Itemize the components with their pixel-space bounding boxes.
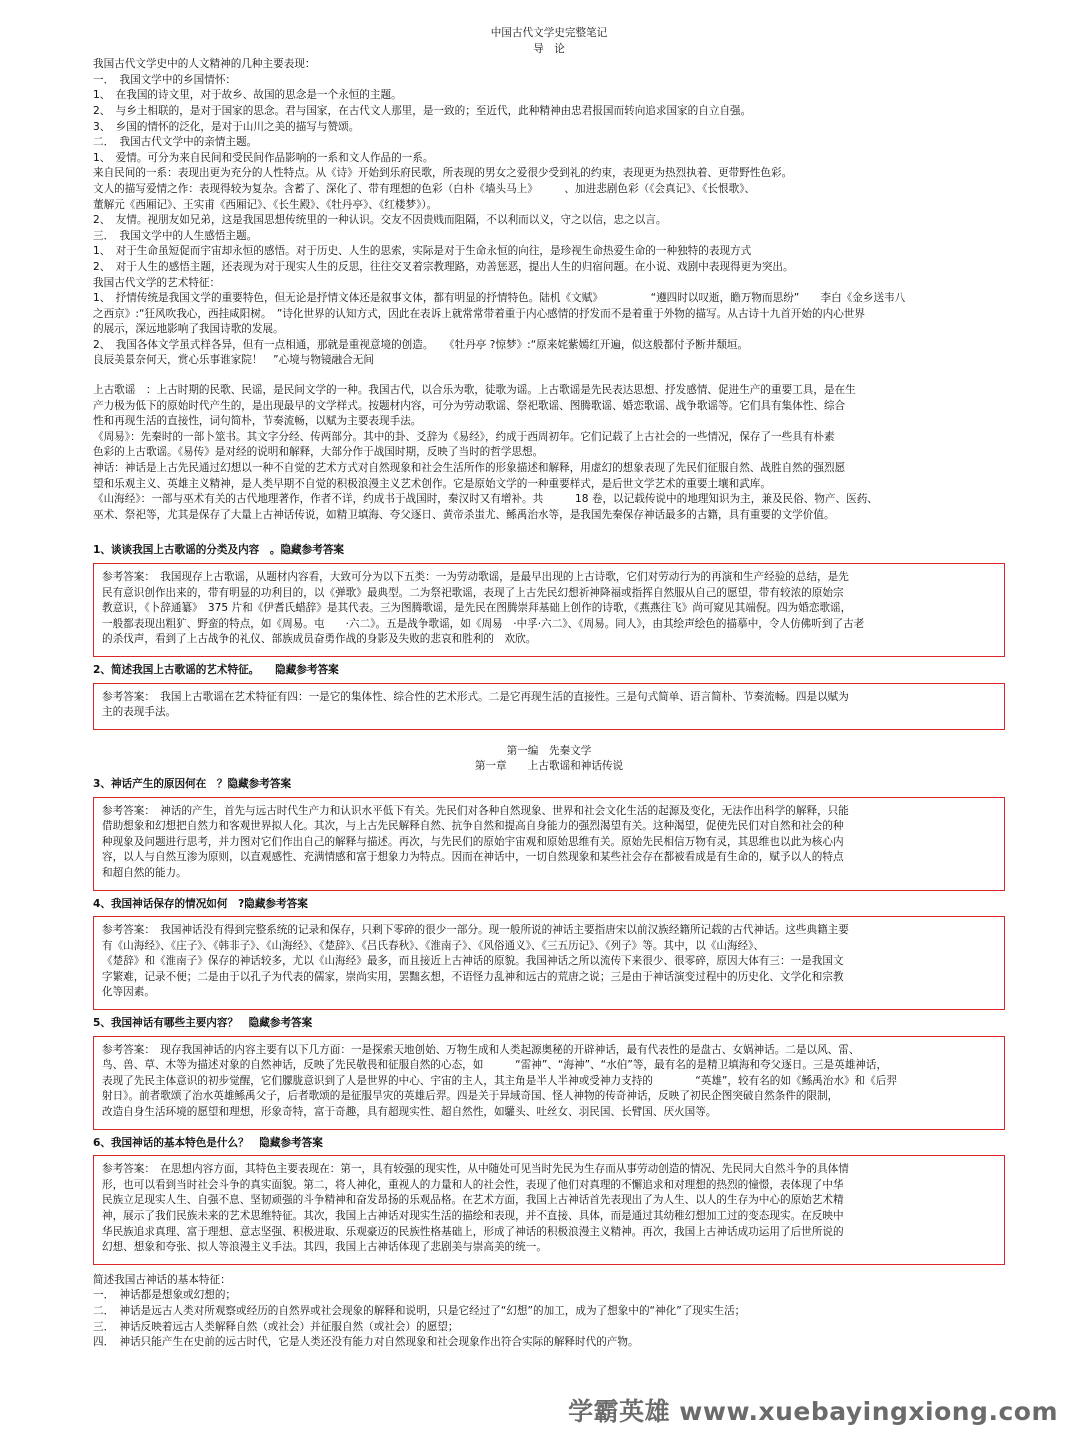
text-line: 来自民间的一系：表现出更为充分的人性特点。从《诗》开始到乐府民歌，所表现的男女之爱很少受到礼的约束，表现更为热烈执着、更带野性色彩。 <box>93 167 793 180</box>
text-line: 三． 神话反映着远古人类解释自然（或社会）并征服自然（或社会）的愿望； <box>93 1320 459 1333</box>
answer-line: 民有意识创作出来的，带有明显的功利目的，以《弹歌》最典型。二为祭祀歌谣，表现了上古先民幻想祈神降福或指挥自然服从自己的愿望，带有较浓的原始宗 <box>102 586 844 599</box>
text-line: 2、 对于人生的感悟主题，还表现为对于现实人生的反思，往往交叉着宗教理路，劝善惩恶，提出人生的归宿问题。在小说、戏剧中表现得更为突出。 <box>93 260 794 273</box>
answer-line: 表现了先民主体意识的初步觉醒，它们朦胧意识到了人是世界的中心、宇宙的主人，其主角是半人半神或受神力支持的 “英雄”，较有名的如《鲧禹治水》和《后羿 <box>102 1074 897 1087</box>
text-line: 2、 我国各体文学虽式样各异，但有一点相通，那就是重视意境的创造。 《牡丹亭 ?惊梦》:“原来姹紫嫣红开遍，似这般都付予断井颓垣。 <box>93 338 749 351</box>
text-line: 四． 神话只能产生在史前的远古时代，它是人类还没有能力对自然现象和社会现象作出符合实际的解释时代的产物。 <box>93 1336 639 1349</box>
text-line: 2、 与乡土相联的，是对于国家的思念。君与国家，在古代文人那里，是一致的；至近代，此种精神由忠君报国而转向追求国家的自立自强。 <box>93 104 752 117</box>
text-line: 的展示，深远地影响了我国诗歌的发展。 <box>93 323 284 336</box>
answer-line: 种现象及问题进行思考，并力图对它们作出自己的解释与描述。再次，与先民们的原始宇宙观和原始思维有关。原始先民相信万物有灵，其思维也以此为核心内 <box>102 835 844 848</box>
text-line: 《山海经》：一部与巫术有关的古代地理著作，作者不详，约成书于战国时，秦汉时又有增补。共 18 卷，以记载传说中的地理知识为主，兼及民俗、物产、医药、 <box>93 493 878 506</box>
part-heading: 第一编 先秦文学 <box>506 744 592 757</box>
site-watermark: 学霸英雄 www.xuebayingxiong.com <box>568 1397 1058 1426</box>
answer-line: 参考答案： 我国现存上古歌谣，从题材内容看，大致可分为以下五类：一为劳动歌谣，是最早出现的上古诗歌，它们对劳动行为的再演和生产经验的总结，是先 <box>102 571 849 583</box>
answer-line: 一般都表现出粗犷、野蛮的特点，如《周易。屯 ·六二》。五是战争歌谣，如《周易 ·中孚·六二》、《周易。同人》，由其绘声绘色的描摹中，令人仿佛听到了古老 <box>102 617 865 630</box>
text-line: 色彩的上古歌谣。《易传》是对经的说明和解释，大部分作于战国时期，反映了当时的哲学思想。 <box>93 446 544 459</box>
intro-section <box>93 57 1005 369</box>
answer-line: 化等因素。 <box>102 986 155 999</box>
answer-line: 的杀伐声，看到了上古战争的礼仪、部族成员奋勇作战的身影及失败的悲哀和胜利的 欢欣。 <box>102 633 537 646</box>
text-line: 1、 抒情传统是我国文学的重要特色，但无论是抒情文体还是叙事文体，都有明显的抒情特色。陆机《文赋》 “遵四时以叹逝，瞻万物而思纷” 李白《金乡送韦八 <box>93 292 906 305</box>
answer-box <box>93 1155 1005 1265</box>
text-line: 董解元《西厢记》、王实甫《西厢记》、《长生殿》、《牡丹亭》、《红楼梦》）。 <box>93 198 438 211</box>
answer-box <box>93 797 1005 891</box>
text-line: 二． 神话是远古人类对所观察或经历的自然界或社会现象的解释和说明，只是它经过了“幻想”的加工，成为了想象中的“神化”了现实生活； <box>93 1304 746 1317</box>
question-heading[interactable]: 4、我国神话保存的情况如何 ?隐藏参考答案 <box>93 897 308 910</box>
question-heading[interactable]: 2、简述我国上古歌谣的艺术特征。 隐藏参考答案 <box>93 663 339 676</box>
text-line: 之西京》:“狂风吹我心，西挂咸阳树。 ”诗化世界的认知方式，因此在表诉上就常常带着重于内心感情的抒发而不是着重于外物的描写。从古诗十九首开始的内心世界 <box>93 307 865 320</box>
answer-line: 射日》。前者歌颂了治水英雄鲧禹父子，后者歌颂的是征服旱灾的英雄后羿。四是关于异域奇国、怪人神物的传奇神话，反映了初民企图突破自然条件的限制， <box>102 1090 839 1103</box>
text-line: 1、 爱情。可分为来自民间和受民间作品影响的一系和文人作品的一系。 <box>93 151 434 164</box>
answer-line: 鸟、兽、草、木等为描述对象的自然神话，反映了先民敬畏和征服自然的心态，如 “雷神”、“海神”、“水伯”等，最有名的是精卫填海和夸父逐日。三是英雄神话， <box>102 1059 888 1072</box>
question-heading[interactable]: 6、我国神话的基本特色是什么？ 隐藏参考答案 <box>93 1136 323 1149</box>
answer-line: 和超自然的能力。 <box>102 866 187 879</box>
text-line: 一． 我国文学中的乡国情怀： <box>93 73 237 86</box>
text-line: 《周易》：先秦时的一部卜筮书。其文字分经、传两部分。其中的卦、爻辞为《易经》，约成于西周初年。它们记载了上古社会的一些情况，保存了一些具有朴素 <box>93 430 835 443</box>
answer-line: 幻想、想象和夸张、拟人等浪漫主义手法。其四，我国上古神话体现了悲剧美与崇高美的统一。 <box>102 1241 547 1254</box>
question-heading[interactable]: 3、神话产生的原因何在 ？隐藏参考答案 <box>93 777 292 790</box>
answer-line: 华民族追求真理、富于理想、意志坚强、积极进取、乐观豪迈的民族性格基础上，形成了神话的积极浪漫主义精神。再次，我国上古神话成功运用了后世所说的 <box>102 1225 844 1238</box>
chapter-heading: 第一章 上古歌谣和神话传说 <box>474 760 624 773</box>
text-line: 巫术、祭祀等，尤其是保存了大量上古神话传说，如精卫填海、夸父逐日、黄帝杀蚩尤、鲧禹治水等，是我国先秦保存神话最多的古籍，具有重要的文学价值。 <box>93 508 835 521</box>
answer-line: 参考答案： 神话的产生，首先与远古时代生产力和认识水平低下有关。先民们对各种自然现象、世界和社会文化生活的起源及变化，无法作出科学的解释，只能 <box>102 804 849 817</box>
answer-box <box>93 916 1005 1010</box>
text-line: 简述我国古神话的基本特征： <box>93 1273 231 1286</box>
answer-box <box>93 683 1005 730</box>
text-line: 上古歌谣 ：上古时期的民歌、民谣，是民间文学的一种。我国古代，以合乐为歌，徒歌为谣。上古歌谣是先民表达思想、抒发感情、促进生产的重要工具，是在生 <box>93 384 856 397</box>
answer-line: 参考答案： 在思想内容方面，其特色主要表现在：第一，具有较强的现实性，从中随处可见当时先民为生存而从事劳动创造的情况、先民同大自然斗争的具体情 <box>102 1163 849 1176</box>
ancient-songs-section <box>93 383 1005 523</box>
text-line: 文人的描写爱情之作：表现得较为复杂。含蓄了、深化了、带有理想的色彩（白朴《墙头马上》 、加进悲剧色彩（《会真记》、《长恨歌》、 <box>93 182 756 195</box>
answer-line: 字繁难，记录不便；二是由于以孔子为代表的儒家，崇尚实用，罢黜玄想，不语怪力乱神和远古的荒唐之说；三是由于神话演变过程中的历史化、文学化和宗教 <box>102 970 844 983</box>
text-line: 二． 我国古代文学中的亲情主题。 <box>93 136 258 149</box>
answer-line: 有《山海经》、《庄子》、《韩非子》、《山海经》、《楚辞》、《吕氏春秋》、《淮南子》、《风俗通义》、《三五历记》、《列子》等。其中，以《山海经》、 <box>102 939 765 952</box>
document-page <box>93 26 1005 1351</box>
answer-line: 借助想象和幻想把自然力和客观世界拟人化。其次，与上古先民解释自然、抗争自然和提高自身能力的强烈渴望有关。这种渴望，促使先民们对自然和社会的种 <box>102 820 844 833</box>
question-heading[interactable]: 1、谈谈我国上古歌谣的分类及内容 。隐藏参考答案 <box>93 544 345 557</box>
answer-line: 参考答案： 现存我国神话的内容主要有以下几方面：一是探索天地创始、万物生成和人类起源奥秘的开辟神话，最有代表性的是盘古、女娲神话。二是以风、雷、 <box>102 1043 860 1056</box>
question-heading[interactable]: 5、我国神话有哪些主要内容？ 隐藏参考答案 <box>93 1017 313 1030</box>
answer-line: 《楚辞》和《淮南子》保存的神话较多，尤以《山海经》最多，而且接近上古神话的原貌。我国神话之所以流传下来很少、很零碎，原因大体有三：一是我国文 <box>102 955 844 968</box>
text-line: 2、 友情。视朋友如兄弟，这是我国思想传统里的一种认识。交友不因贵贱而阻隔，不以利而以义，守之以信，忠之以言。 <box>93 214 667 227</box>
text-line: 三． 我国文学中的人生感悟主题。 <box>93 229 258 242</box>
text-line: 产力极为低下的原始时代产生的，是出现最早的文学样式。按题材内容，可分为劳动歌谣、祭祀歌谣、图腾歌谣、婚恋歌谣、战争歌谣等。它们具有集体性、综合 <box>93 399 846 412</box>
answer-line: 教意识，《卜辞通纂》 375 片和《伊耆氏蜡辞》是其代表。三为图腾歌谣，是先民在图腾崇拜基础上创作的诗歌，《燕燕往飞》尚可窥见其端倪。四为婚恋歌谣， <box>102 602 852 615</box>
text-line: 我国古代文学史中的人文精神的几种主要表现： <box>93 58 316 71</box>
text-line: 良辰美景奈何天，赏心乐事谁家院！ ”心境与物镜融合无间 <box>93 354 374 367</box>
text-line: 神话：神话是上古先民通过幻想以一种不自觉的艺术方式对自然现象和社会生活所作的形象描述和解释，用虚幻的想象表现了先民们征服自然、战胜自然的强烈愿 <box>93 462 846 475</box>
answer-line: 改造自身生活环境的愿望和理想，形象奇特，富于奇趣，具有超现实性、超自然性，如驩头、吐丝女、羽民国、长臂国、厌火国等。 <box>102 1106 717 1119</box>
answer-line: 形，也可以看到当时社会斗争的真实面貌。第二，将人神化，重视人的力量和人的社会性，表现了他们对真理的不懈追求和对理想的热烈的憧憬，表体现了中华 <box>102 1178 844 1191</box>
text-line: 望和乐观主义、英雄主义精神，是人类早期不自觉的积极浪漫主义艺术创作。它是原始文学的一种重要样式，是后世文学艺术的重要土壤和武库。 <box>93 477 771 490</box>
answer-line: 主的表现手法。 <box>102 706 177 719</box>
text-line: 1、 对于生命虽短促而宇宙却永恒的感悟。对于历史、人生的思索，实际是对于生命永恒的向往，是珍视生命热爱生命的一种独特的表现方式 <box>93 245 752 258</box>
answer-line: 参考答案： 我国上古歌谣在艺术特征有四：一是它的集体性、综合性的艺术形式。二是它再现生活的直接性。三是句式简单、语言简朴、节奏流畅。四是以赋为 <box>102 690 849 703</box>
answer-line: 民族立足现实人生、自强不息、坚韧顽强的斗争精神和奋发昂扬的乐观品格。在艺术方面，我国上古神话首先表现出了为人生、以人的生存为中心的原始艺术精 <box>102 1194 844 1207</box>
answer-line: 神，展示了我们民族未来的艺术思维特征。其次，我国上古神话对现实生活的描绘和表现，并不直接、具体，而是通过其幼稚幻想加工过的变态现实。在反映中 <box>102 1210 844 1222</box>
answer-line: 容，以人与自然互渗为原则，以直观感性、充满情感和富于想象力为特点。因而在神话中，一切自然现象和某些社会存在都被看成是有生命的，赋予以人的特点 <box>102 851 844 864</box>
answer-box <box>93 563 1005 657</box>
document-title: 中国古代文学史完整笔记 <box>490 27 608 39</box>
answer-line: 参考答案： 我国神话没有得到完整系统的记录和保存，只剩下零碎的很少一部分。现一般所说的神话主要指唐宋以前汉族经籍所记载的古代神话。这些典籍主要 <box>102 924 849 937</box>
text-line: 性和再现生活的直接性，词句简朴，节奏流畅，以赋为主要表现手法。 <box>93 415 422 428</box>
text-line: 1、 在我国的诗文里，对于故乡、故国的思念是一个永恒的主题。 <box>93 89 402 102</box>
answer-box <box>93 1036 1005 1130</box>
text-line: 3、 乡国的情怀的泛化，是对于山川之美的描写与赞颂。 <box>93 120 360 133</box>
features-section <box>93 1273 1005 1351</box>
text-line: 一． 神话都是想象或幻想的； <box>93 1289 237 1302</box>
text-line: 我国古代文学的艺术特征： <box>93 276 221 289</box>
section-subtitle: 导 论 <box>533 42 565 55</box>
